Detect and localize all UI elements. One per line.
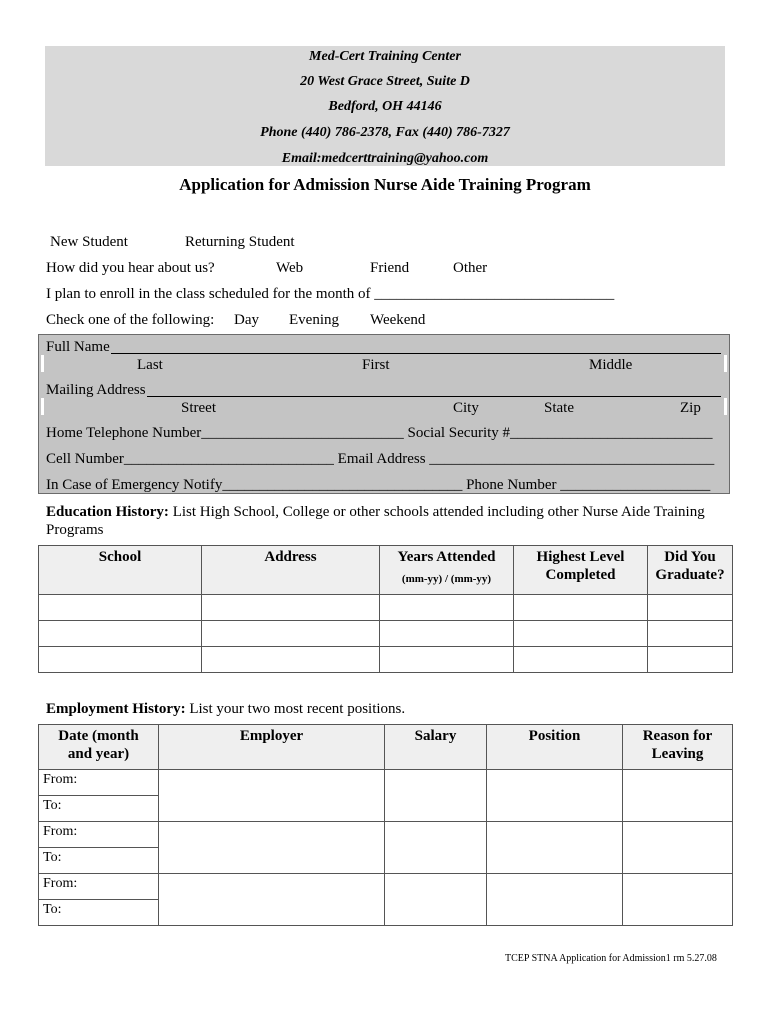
center-city: Bedford, OH 44146 — [328, 99, 442, 114]
first-name-label: First — [362, 357, 390, 373]
full-name-label: Full Name — [46, 339, 110, 355]
reason-cell[interactable] — [623, 822, 733, 874]
bracket-mark — [724, 355, 727, 372]
reason-cell[interactable] — [623, 770, 733, 822]
employer-cell[interactable] — [159, 770, 385, 822]
bracket-mark — [41, 398, 44, 415]
last-name-label: Last — [137, 357, 163, 373]
col-years-format: (mm-yy) / (mm-yy) — [401, 573, 492, 585]
returning-student-option[interactable]: Returning Student — [185, 234, 295, 250]
to-date-field[interactable]: To: — [39, 900, 159, 926]
education-row — [39, 647, 733, 673]
col-address: Address — [202, 546, 380, 595]
bracket-mark — [724, 398, 727, 415]
evening-option[interactable]: Evening — [289, 312, 339, 328]
col-employer: Employer — [159, 725, 385, 770]
col-highest-level — [514, 546, 648, 595]
address-cell[interactable] — [202, 595, 380, 621]
center-street: 20 West Grace Street, Suite D — [300, 74, 470, 89]
day-option[interactable]: Day — [234, 312, 259, 328]
salary-cell[interactable] — [385, 822, 487, 874]
to-date-field[interactable]: To: — [39, 796, 159, 822]
salary-cell[interactable] — [385, 874, 487, 926]
employer-cell[interactable] — [159, 822, 385, 874]
education-heading-label: Education History: — [46, 504, 169, 520]
col-date-line2: and year) — [67, 746, 130, 762]
street-label: Street — [181, 400, 216, 416]
employment-table — [38, 724, 733, 926]
employment-header-row — [39, 725, 733, 770]
col-years-label: Years Attended — [397, 549, 496, 565]
years-cell[interactable] — [380, 647, 514, 673]
education-row — [39, 595, 733, 621]
full-name-field[interactable] — [111, 353, 721, 354]
page-title: Application for Admission Nurse Aide Training Program — [179, 175, 591, 194]
highest-cell[interactable] — [514, 595, 648, 621]
col-salary: Salary — [385, 725, 487, 770]
col-highest-line1: Highest Level — [536, 549, 625, 565]
col-date — [39, 725, 159, 770]
employer-cell[interactable] — [159, 874, 385, 926]
col-grad-line2: Graduate? — [655, 567, 725, 583]
weekend-option[interactable]: Weekend — [370, 312, 426, 328]
hear-friend-option[interactable]: Friend — [370, 260, 410, 276]
highest-cell[interactable] — [514, 621, 648, 647]
address-cell[interactable] — [202, 621, 380, 647]
education-table — [38, 545, 733, 673]
graduated-cell[interactable] — [648, 621, 733, 647]
employment-heading-label: Employment History: — [46, 701, 186, 717]
col-reason-line2: Leaving — [651, 746, 704, 762]
personal-info-box — [38, 334, 730, 494]
employment-heading — [46, 700, 405, 718]
reason-cell[interactable] — [623, 874, 733, 926]
col-years-attended — [380, 546, 514, 595]
city-label: City — [453, 400, 479, 416]
education-instructions: List High School, College or other schools attended including other Nurse Aide Training Programs — [46, 504, 705, 538]
school-cell[interactable] — [39, 595, 202, 621]
col-grad-line1: Did You — [664, 549, 716, 565]
from-date-field[interactable]: From: — [39, 822, 159, 848]
position-cell[interactable] — [487, 822, 623, 874]
from-date-field[interactable]: From: — [39, 874, 159, 900]
years-cell[interactable] — [380, 595, 514, 621]
from-date-field[interactable]: From: — [39, 770, 159, 796]
to-date-field[interactable]: To: — [39, 848, 159, 874]
col-reason-line1: Reason for — [642, 728, 713, 744]
highest-cell[interactable] — [514, 647, 648, 673]
mailing-address-label: Mailing Address — [46, 382, 146, 398]
emergency-contact-field[interactable]: In Case of Emergency Notify________________________________ Phone Number ____________________ — [46, 477, 711, 493]
employment-row-from — [39, 822, 733, 848]
graduated-cell[interactable] — [648, 647, 733, 673]
col-highest-line2: Completed — [545, 567, 616, 583]
employment-row-from — [39, 770, 733, 796]
bracket-mark — [41, 355, 44, 372]
hear-about-label: How did you hear about us? — [46, 260, 215, 276]
new-student-option[interactable]: New Student — [50, 234, 128, 250]
years-cell[interactable] — [380, 621, 514, 647]
header-block — [45, 46, 725, 166]
center-name: Med-Cert Training Center — [309, 49, 461, 64]
cell-email-field[interactable]: Cell Number____________________________ Email Address ______________________________________ — [46, 451, 715, 467]
col-date-line1: Date (month — [58, 728, 139, 744]
salary-cell[interactable] — [385, 770, 487, 822]
graduated-cell[interactable] — [648, 595, 733, 621]
employment-row-from — [39, 874, 733, 900]
col-graduated — [648, 546, 733, 595]
school-cell[interactable] — [39, 647, 202, 673]
position-cell[interactable] — [487, 874, 623, 926]
col-reason — [623, 725, 733, 770]
home-phone-ssn-field[interactable]: Home Telephone Number___________________________ Social Security #___________________________ — [46, 425, 713, 441]
schedule-label: Check one of the following: — [46, 312, 215, 328]
center-email: Email:medcerttraining@yahoo.com — [281, 151, 489, 166]
zip-label: Zip — [680, 400, 701, 416]
address-cell[interactable] — [202, 647, 380, 673]
middle-name-label: Middle — [589, 357, 633, 373]
col-school: School — [39, 546, 202, 595]
footer-form-id: TCEP STNA Application for Admission1 rm 5.27.08 — [505, 953, 717, 964]
mailing-address-field[interactable] — [147, 396, 721, 397]
center-phone: Phone (440) 786-2378, Fax (440) 786-7327 — [260, 125, 510, 140]
school-cell[interactable] — [39, 621, 202, 647]
education-heading — [46, 503, 726, 539]
education-row — [39, 621, 733, 647]
position-cell[interactable] — [487, 770, 623, 822]
hear-web-option[interactable]: Web — [276, 260, 304, 276]
hear-other-option[interactable]: Other — [453, 260, 488, 276]
enroll-month-field[interactable]: I plan to enroll in the class scheduled for the month of ________________________________ — [46, 286, 615, 302]
state-label: State — [544, 400, 574, 416]
employment-instructions: List your two most recent positions. — [185, 701, 406, 717]
education-header-row — [39, 546, 733, 595]
col-position: Position — [487, 725, 623, 770]
